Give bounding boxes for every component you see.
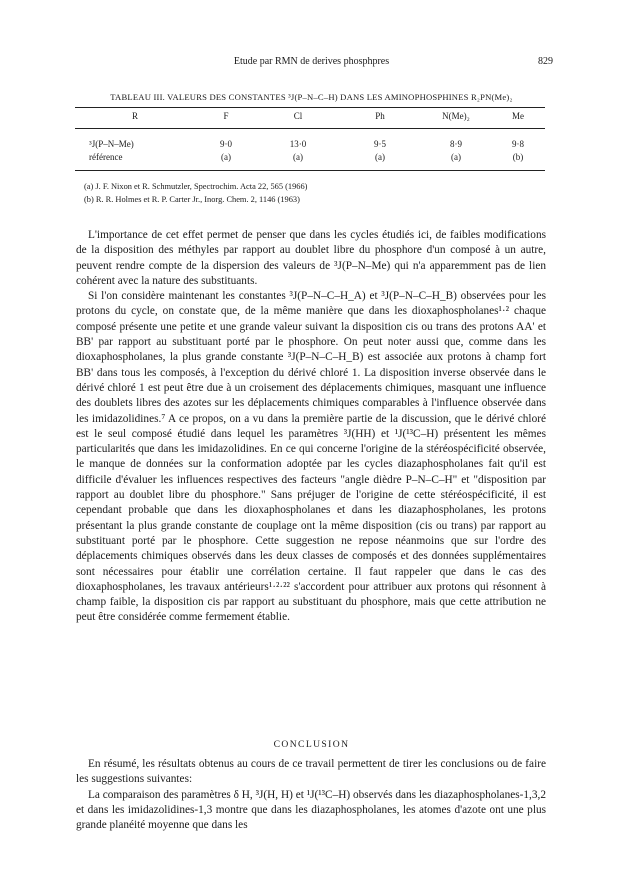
body-paragraph: La comparaison des paramètres δ H, ³J(H, H) et ¹J(¹³C–H) observés dans les diazaphospholanes-1,3,2 et dans les imidazolidines-1,3 montre que dans les diazaphospholanes, les atomes d'azote ont une plus grande planéité moyenne que dans les [76, 788, 546, 832]
table-header-row [75, 109, 545, 122]
discussion-text [76, 228, 546, 626]
table-top-rule [75, 107, 545, 108]
table-header-cell: F [223, 110, 229, 121]
section-heading: CONCLUSION [273, 739, 350, 750]
table-header-cell: Cl [293, 110, 303, 121]
constants-table-body [75, 137, 545, 163]
table-row-label: référence [89, 151, 123, 162]
table-notes [84, 180, 307, 206]
table-row [75, 150, 545, 163]
table-note: (b) R. R. Holmes et R. P. Carter Jr., Inorg. Chem. 2, 1146 (1963) [84, 195, 300, 204]
table-header-cell: N(Me)₂ [442, 110, 470, 121]
body-paragraph: Si l'on considère maintenant les constantes ³J(P–N–C–H_A) et ³J(P–N–C–H_B) observées pour les protons du cycle, on constate que, de la même manière que dans les dioxaphospholanes¹·² chaque composé présente une petite et une grande valeur suivant la disposition cis ou trans des protons AA' et BB' par rapport au substituant porté par le phosphore. On peut noter aussi que, comme dans les dioxaphospholanes, la plus grande constante ³J(P–N–C–H_B) est associée aux protons à champ fort BB' dans tous les composés, à l'exception du dérivé chloré 1. La disposition inverse observée dans le dérivé chloré 1 est peut être due à un croisement des déplacements chimiques, masquant une influence des doublets libres des azotes sur les déplacements chimiques comparables à l'influence observée dans les imidazolidines.⁷ A ce propos, on a vu dans la première partie de la discussion, que le dérivé chloré est le seul composé étudié dans lequel les paramètres ³J(HH) et ¹J(¹³C–H) présentent les mêmes particularités que dans les imidazolidines. En ce qui concerne l'origine de la stéréospécificité observée, le manque de données sur la conformation adoptée par les cycles diazaphospholanes fait qu'il est difficile d'évaluer les influences respectives des facteurs "angle dièdre P–N–C–H" et "disposition par rapport au doublet libre du phosphore." Sans préjuger de l'origine de cette stéréospécificité, il est cependant probable que dans les dioxaphospholanes et dans les diazaphospholanes, les protons présentant la plus grande constante de couplage ont la même disposition (cis ou trans) par rapport au substituant porté par le phosphore. Cette suggestion ne repose néanmoins que sur l'ordre des déplacements chimiques observés dans les deux classes de composés et des données supplémentaires sont nécessaires pour établir une corrélation certaine. Il faut rappeler que dans le cas des dioxaphospholanes, les travaux antérieurs¹·²·²² s'accordent pour attribuer aux protons qui résonnent à champ faible, la disposition cis par rapport au substituant du phosphore, mais que cette attribution ne peut être considérée comme fermement établie. [76, 290, 546, 624]
conclusion-text [76, 757, 546, 833]
table-cell: (a) [293, 151, 303, 162]
constants-table [75, 109, 545, 122]
table-cell: 13·0 [289, 138, 307, 149]
body-paragraph: L'importance de cet effet permet de penser que dans les cycles étudiés ici, de faibles modifications de la disposition des méthyles par rapport au doublet libre du phosphore d'un composé à un autre, peuvent rendre compte de la dispersion des valeurs de ³J(P–N–Me) qui n'a apparemment pas de lien cohérent avec la nature des substituants. [76, 229, 546, 287]
table-cell: (a) [451, 151, 461, 162]
table-header-cell: Ph [375, 110, 385, 121]
running-header [0, 56, 623, 70]
table-cell: 9·5 [374, 138, 386, 149]
table-caption: TABLEAU III. VALEURS DES CONSTANTES ³J(P–N–C–H) DANS LES AMINOPHOSPHINES R₂PN(Me)₂ [110, 92, 513, 102]
table-cell: (a) [375, 151, 385, 162]
table-cell: 9·8 [512, 138, 524, 149]
table-cell: 9·0 [220, 138, 232, 149]
table-cell: (b) [512, 151, 524, 162]
page-number: 829 [538, 56, 553, 67]
table-row-label: ³J(P–N–Me) [89, 138, 134, 149]
running-head-title: Etude par RMN de derives phosphpres [233, 56, 390, 67]
table-bottom-rule [75, 170, 545, 171]
table-row [75, 137, 545, 150]
table-cell: 8·9 [450, 138, 462, 149]
table-header-rule [75, 128, 545, 129]
table-header-cell: Me [512, 110, 524, 121]
body-paragraph: En résumé, les résultats obtenus au cours de ce travail permettent de tirer les conclusions ou de faire les suggestions suivantes: [76, 758, 546, 786]
table-header-cell: R [131, 110, 138, 121]
table-cell: (a) [221, 151, 231, 162]
table-note: (a) J. F. Nixon et R. Schmutzler, Spectrochim. Acta 22, 565 (1966) [84, 182, 308, 191]
